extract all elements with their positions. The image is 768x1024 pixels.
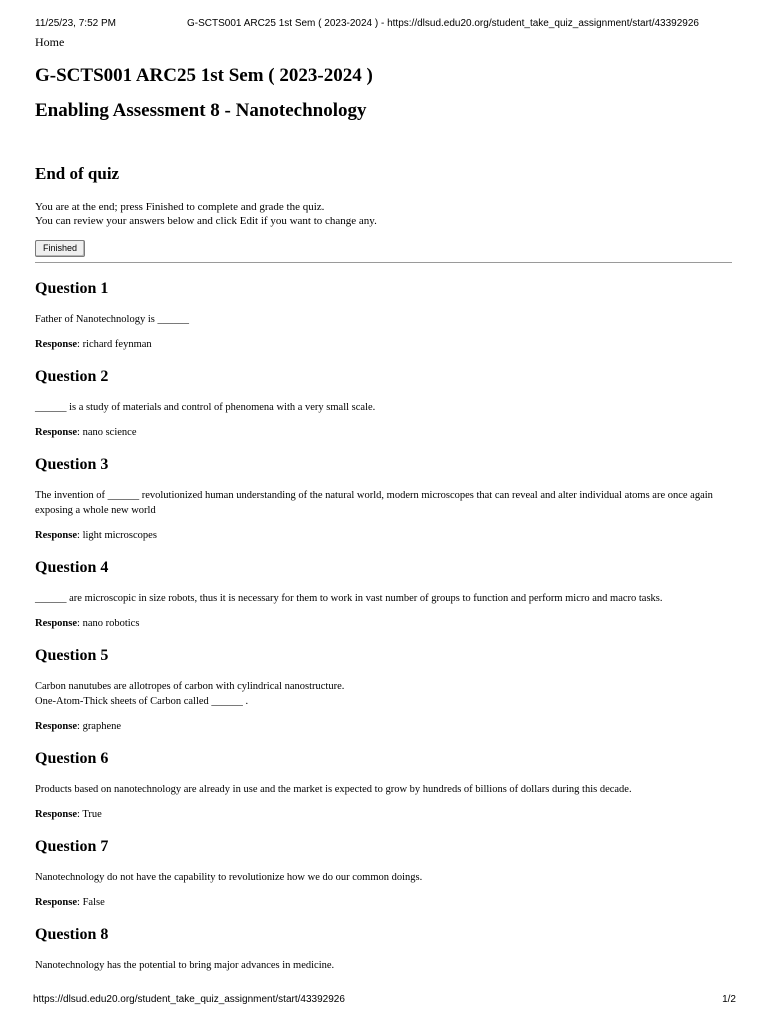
response-value: True [82,809,102,820]
question-item [35,367,732,440]
end-of-quiz-heading: End of quiz [35,164,120,183]
print-datetime: 11/25/23, 7:52 PM [35,18,116,29]
print-page-title: G-SCTS001 ARC25 1st Sem ( 2023-2024 ) - https://dlsud.edu20.org/student_take_quiz_assignment/start/43392926 [187,18,699,29]
response-label: Response [35,530,78,541]
response-value: graphene [82,721,122,732]
response-value: False [82,897,105,908]
finished-button[interactable]: Finished [35,240,85,257]
question-text: Father of Nanotechnology is ______ [35,314,189,325]
question-text: ______ is a study of materials and control of phenomena with a very small scale. [35,402,376,413]
question-title: Question 4 [35,559,109,576]
print-footer [0,994,768,1008]
question-title: Question 6 [35,750,109,767]
response-value: nano science [82,427,137,438]
assessment-title: Enabling Assessment 8 - Nanotechnology [35,100,367,121]
print-header [0,18,768,32]
question-item [35,925,732,973]
main-content [35,35,732,973]
response-label: Response [35,897,78,908]
question-text: Nanotechnology do not have the capability to revolutionize how we do our common doings. [35,872,423,883]
instruction-line-2: You can review your answers below and click Edit if you want to change any. [35,215,377,227]
question-list [35,279,732,973]
question-text: Products based on nanotechnology are already in use and the market is expected to grow by hundreds of billions of dollars during this decade. [35,784,632,795]
response-label: Response [35,427,78,438]
question-response: Response: False [35,897,105,908]
home-link[interactable]: Home [35,35,65,49]
response-label: Response [35,339,78,350]
response-value: light microscopes [82,530,157,541]
question-response: Response: light microscopes [35,530,157,541]
question-response: Response: graphene [35,721,122,732]
question-title: Question 2 [35,368,109,385]
question-text: Carbon nanutubes are allotropes of carbon with cylindrical nanostructure. One-Atom-Thick sheets of Carbon called ______ . [35,681,345,707]
question-response: Response: nano science [35,427,137,438]
question-item [35,455,732,543]
question-text: The invention of ______ revolutionized human understanding of the natural world, modern microscopes that can reveal and alter individual atoms are once again exposing a whole new world [35,490,713,516]
question-title: Question 3 [35,456,109,473]
end-of-quiz-instructions [35,200,732,228]
question-item [35,749,732,822]
response-label: Response [35,618,78,629]
question-item [35,279,732,352]
question-title: Question 7 [35,838,109,855]
question-title: Question 8 [35,926,109,943]
instruction-line-1: You are at the end; press Finished to complete and grade the quiz. [35,201,325,213]
course-title: G-SCTS001 ARC25 1st Sem ( 2023-2024 ) [35,65,373,86]
question-title: Question 1 [35,280,109,297]
print-url: https://dlsud.edu20.org/student_take_quiz_assignment/start/43392926 [33,994,345,1005]
response-label: Response [35,809,78,820]
response-label: Response [35,721,78,732]
question-response: Response: True [35,809,102,820]
question-response: Response: nano robotics [35,618,140,629]
question-item [35,558,732,631]
question-item [35,646,732,734]
question-text: ______ are microscopic in size robots, thus it is necessary for them to work in vast number of groups to function and perform micro and macro tasks. [35,593,663,604]
divider [35,262,732,263]
question-response: Response: richard feynman [35,339,152,350]
question-text: Nanotechnology has the potential to bring major advances in medicine. [35,960,335,971]
response-value: richard feynman [82,339,152,350]
page-number: 1/2 [722,994,736,1005]
question-title: Question 5 [35,647,109,664]
response-value: nano robotics [82,618,140,629]
question-item [35,837,732,910]
